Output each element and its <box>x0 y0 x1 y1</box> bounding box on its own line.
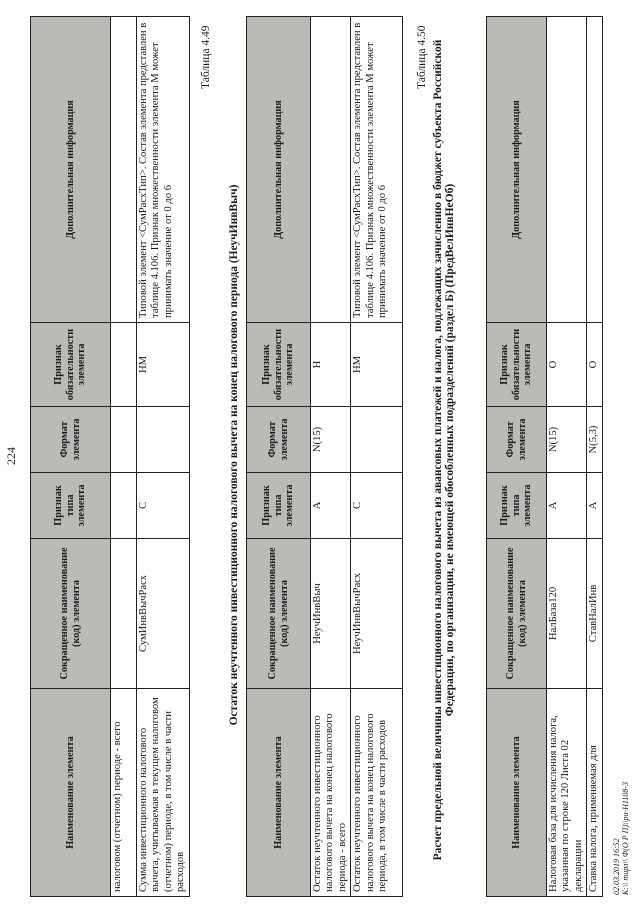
table-cell: А <box>547 473 587 539</box>
footer-line: 02.03.2019 16:52 <box>612 838 621 895</box>
table-cell <box>311 17 351 323</box>
table-cell <box>111 407 137 473</box>
header-cell: Наименование элемента <box>31 689 111 897</box>
table-cell: N(15) <box>311 407 351 473</box>
table-cell: N(5,3) <box>587 407 603 473</box>
page-number: 224 <box>4 447 18 465</box>
table-cell: Типовой элемент <СумРасхТип>. Состав элемента представлен в таблице 4.106. Признак множественности элемента М может принимать значение от 0 до 6 <box>351 17 403 323</box>
table-cell: N(15) <box>547 407 587 473</box>
table-4-50 <box>486 16 603 897</box>
footer-line: К:\\ тирл\\ Ф(О Р П)\\ри-Н1108-3 <box>621 782 630 895</box>
table-header-row <box>487 17 547 897</box>
header-cell: Сокращенное наименование (код) элемента <box>247 539 311 689</box>
table-header-row <box>31 17 111 897</box>
table-cell <box>587 17 603 323</box>
table-cell <box>351 407 403 473</box>
table-cell: Остаток неучтенного инвестиционного налогового вычета на конец налогового периода - всего <box>311 689 351 897</box>
header-cell: Признак обязательности элемента <box>31 323 111 407</box>
table-cell: А <box>587 473 603 539</box>
table-row <box>111 17 137 897</box>
table-cell <box>111 539 137 689</box>
table-4-49 <box>246 16 403 897</box>
table-cell: налоговом (отчетном) периоде - всего <box>111 689 137 897</box>
header-cell: Признак типа элемента <box>487 473 547 539</box>
table-caption: Таблица 4.49 <box>200 25 212 89</box>
header-cell: Формат элемента <box>31 407 111 473</box>
header-cell: Признак типа элемента <box>31 473 111 539</box>
footer <box>612 782 630 895</box>
table-cell: Ставка налога, применяемая для <box>587 689 603 897</box>
table-header-row <box>247 17 311 897</box>
header-cell: Дополнительная информация <box>31 17 111 323</box>
table-cell: Типовой элемент <СумРасхТип>. Состав элемента представлен в таблице 4.106. Признак множественности элемента М может принимать значение от 0 до 6 <box>137 17 190 323</box>
header-cell: Признак типа элемента <box>247 473 311 539</box>
table-cell <box>111 323 137 407</box>
header-cell: Дополнительная информация <box>487 17 547 323</box>
table-cell <box>137 407 190 473</box>
table-cell: Остаток неучтенного инвестиционного налогового вычета на конец налогового периода, в том числе в части расходов <box>351 689 403 897</box>
header-cell: Наименование элемента <box>247 689 311 897</box>
table-row <box>351 17 403 897</box>
table-cell: О <box>547 323 587 407</box>
table-top <box>30 16 190 897</box>
header-cell: Формат элемента <box>247 407 311 473</box>
header-cell: Сокращенное наименование (код) элемента <box>487 539 547 689</box>
table-row <box>137 17 190 897</box>
table-cell: НеучИнвВыч <box>311 539 351 689</box>
header-cell: Сокращенное наименование (код) элемента <box>31 539 111 689</box>
table-cell <box>111 17 137 323</box>
table-cell <box>111 473 137 539</box>
table-cell: О <box>587 323 603 407</box>
table-row <box>547 17 587 897</box>
table-cell: С <box>351 473 403 539</box>
table-cell: НМ <box>351 323 403 407</box>
table-title: Остаток неучтенного инвестиционного налогового вычета на конец налогового периода (НеучИнвВыч) <box>228 184 240 726</box>
table-cell: НалБаза120 <box>547 539 587 689</box>
table-cell: НеучИнвВычРасх <box>351 539 403 689</box>
table-cell: Сумма инвестиционного налогового вычета, учитываемая в текущем налоговом (отчетном) периоде, в том числе в части расходов <box>137 689 190 897</box>
table-cell: А <box>311 473 351 539</box>
table-cell: НМ <box>137 323 190 407</box>
header-cell: Признак обязательности элемента <box>247 323 311 407</box>
table-cell: С <box>137 473 190 539</box>
header-cell: Формат элемента <box>487 407 547 473</box>
table-caption: Таблица 4.50 <box>416 25 428 89</box>
header-cell: Признак обязательности элемента <box>487 323 547 407</box>
table-cell: СтавНалИнв <box>587 539 603 689</box>
table-row <box>587 17 603 897</box>
table-title: Расчет предельной величины инвестиционного налогового вычета из авансовых платежей и налога, подлежащих зачислению в бюджет субъекта Российской Федерации, по организации, не имеющей обособленных подразделений (раздел Б) (ПредВелИнвНеОб) <box>432 39 456 861</box>
table-cell: Налоговая база для исчисления налога, указанная по строке 120 Листа 02 декларации <box>547 689 587 897</box>
table-row <box>311 17 351 897</box>
table-cell <box>547 17 587 323</box>
table-cell: СумИнвВычРасх <box>137 539 190 689</box>
header-cell: Наименование элемента <box>487 689 547 897</box>
table-cell: Н <box>311 323 351 407</box>
header-cell: Дополнительная информация <box>247 17 311 323</box>
